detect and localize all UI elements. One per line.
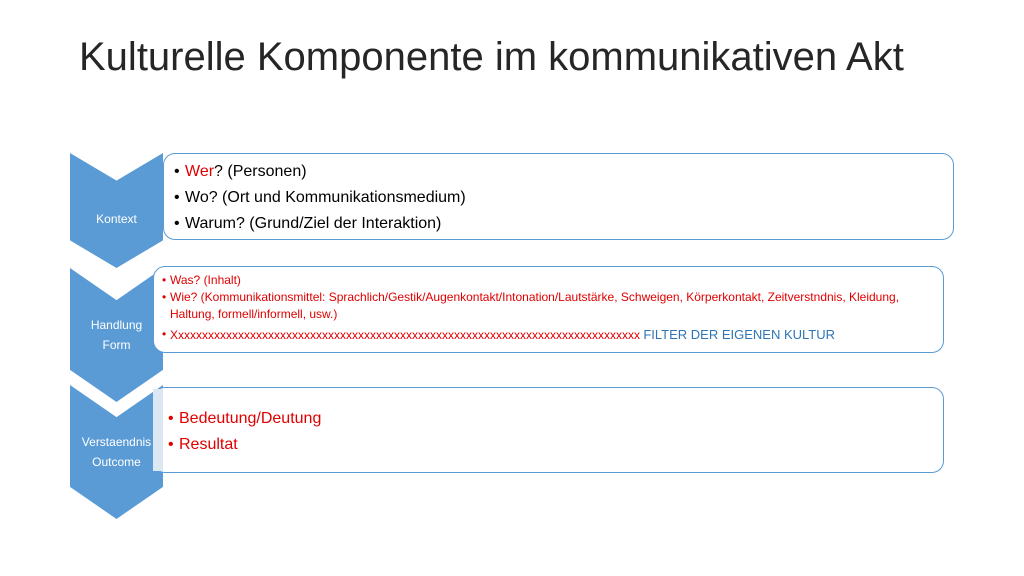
list-item xyxy=(174,159,953,185)
item-text: Resultat xyxy=(179,436,238,453)
bullet-list xyxy=(168,406,943,458)
label-line: Form xyxy=(102,338,131,352)
filter-label: FILTER DER EIGENEN KULTUR xyxy=(643,327,836,342)
highlight-text: Wer xyxy=(185,163,215,180)
label-line: Outcome xyxy=(92,455,141,469)
box-inset-bar xyxy=(153,389,163,471)
list-item xyxy=(168,406,943,432)
label-line: Kontext xyxy=(96,212,137,226)
chevron-label-handlung xyxy=(70,315,163,355)
label-line: Verstaendnis xyxy=(81,435,152,449)
list-item xyxy=(174,211,953,237)
content-box-kontext xyxy=(163,153,954,240)
bullet-list xyxy=(174,159,953,237)
list-item xyxy=(168,432,943,458)
item-text: ? (Personen) xyxy=(214,163,307,180)
content-box-verstaendnis xyxy=(153,387,944,473)
chevron-label-verstaendnis xyxy=(70,432,163,472)
item-text: Was? (Inhalt) xyxy=(170,273,241,287)
slide-title: Kulturelle Komponente im kommunikativen Akt xyxy=(79,35,904,79)
list-item xyxy=(162,272,943,289)
list-item xyxy=(162,326,943,344)
item-text: Bedeutung/Deutung xyxy=(179,410,322,427)
bullet-list xyxy=(162,272,943,344)
item-text: Xxxxxxxxxxxxxxxxxxxxxxxxxxxxxxxxxxxxxxxxxxxxxxxxxxxxxxxxxxxxxxxxxxxxxxxxxxxxxx xyxy=(170,328,641,342)
list-item xyxy=(162,289,943,323)
chevron-label-kontext xyxy=(70,209,163,229)
list-item xyxy=(174,185,953,211)
content-box-handlung xyxy=(153,266,944,353)
label-line: Handlung xyxy=(90,318,143,332)
item-text: Wo? (Ort und Kommunikationsmedium) xyxy=(185,189,466,206)
item-text: Warum? (Grund/Ziel der Interaktion) xyxy=(185,215,442,232)
item-text: Wie? (Kommunikationsmittel: Sprachlich/Gestik/Augenkontakt/Intonation/Lautstärke, Schweigen, Körperkontakt, Zeitverstndnis, Kleidung, Haltung, formell/informell, usw.) xyxy=(170,290,900,321)
